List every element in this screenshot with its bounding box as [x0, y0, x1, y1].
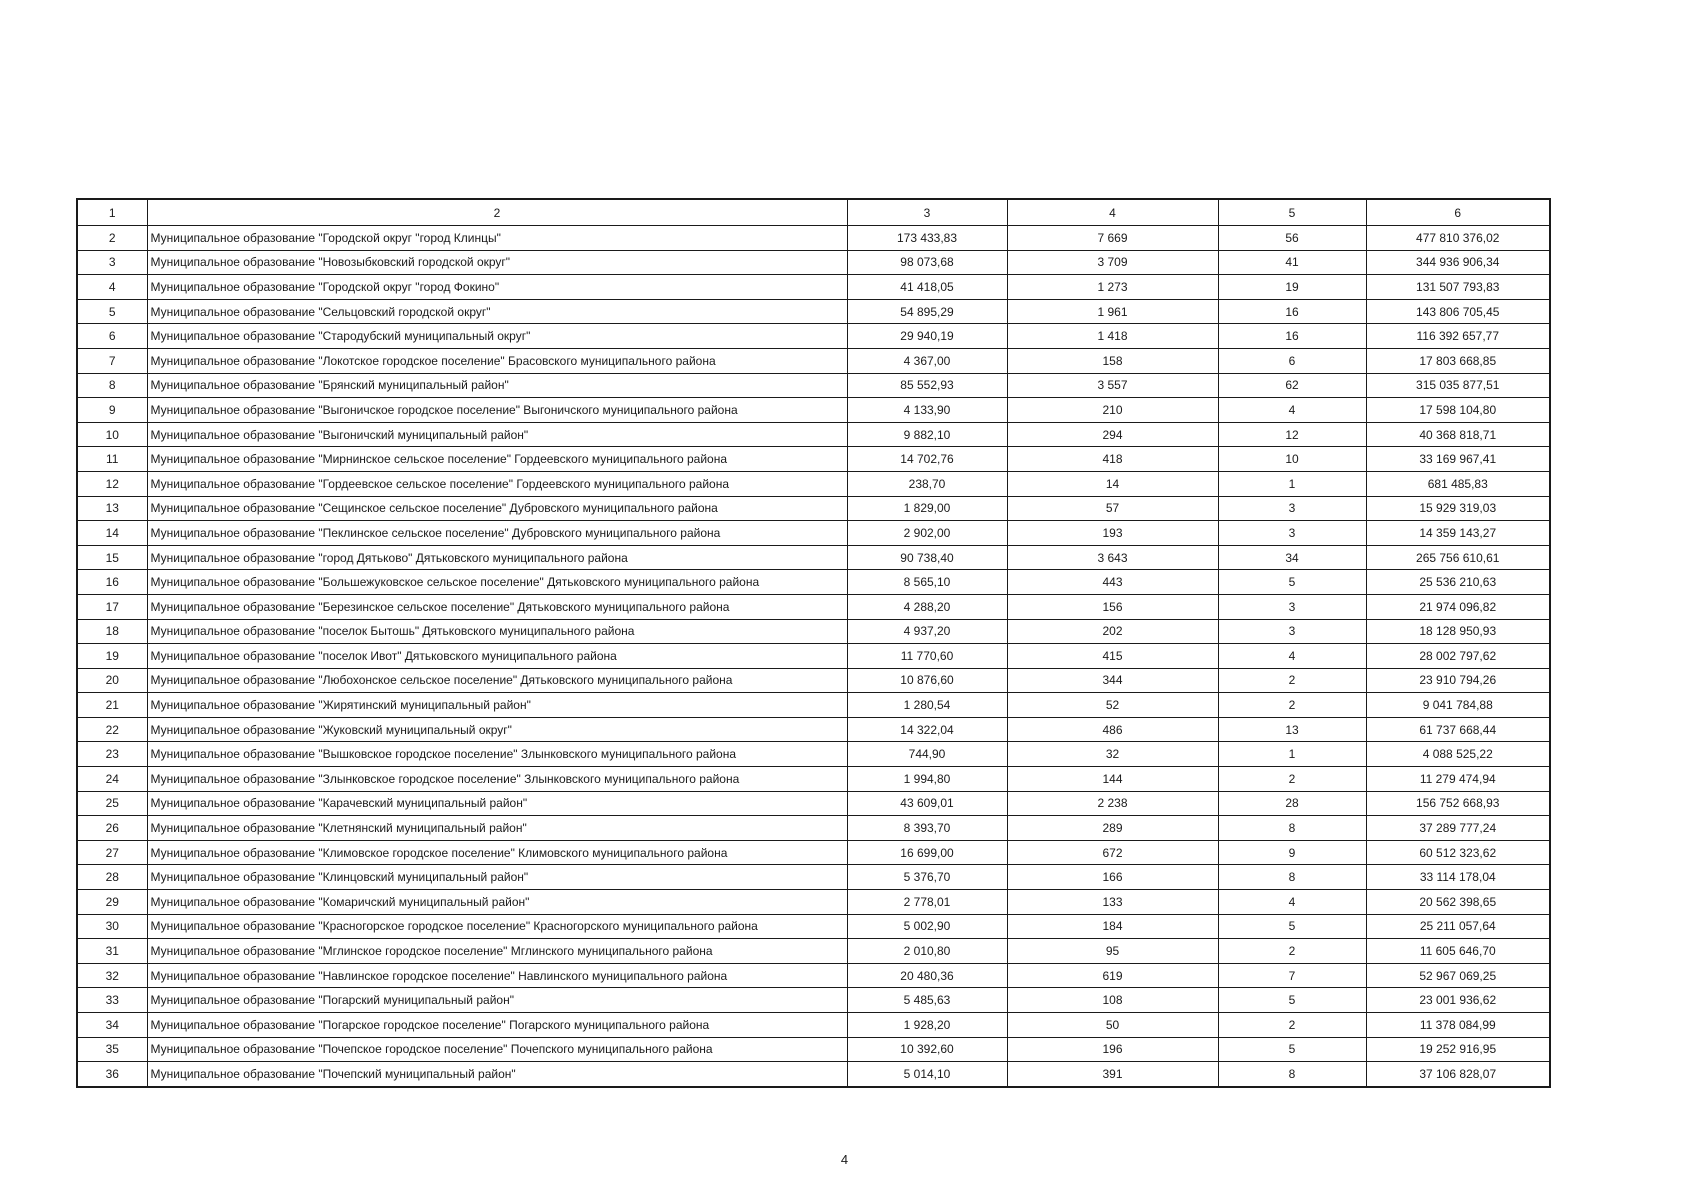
value-cell-3: 4 288,20 — [847, 594, 1007, 619]
value-cell-4: 57 — [1007, 496, 1218, 521]
header-cell-2: 2 — [147, 199, 847, 226]
value-cell-4: 3 709 — [1007, 250, 1218, 275]
table-row — [77, 422, 1550, 447]
value-cell-4: 1 961 — [1007, 299, 1218, 324]
table-row — [77, 644, 1550, 669]
value-cell-3: 43 609,01 — [847, 791, 1007, 816]
table-row — [77, 693, 1550, 718]
value-cell-5: 13 — [1218, 717, 1366, 742]
municipality-name-cell: Муниципальное образование "Почепский муниципальный район" — [147, 1062, 847, 1087]
value-cell-6: 14 359 143,27 — [1366, 521, 1550, 546]
value-cell-3: 29 940,19 — [847, 324, 1007, 349]
value-cell-3: 9 882,10 — [847, 422, 1007, 447]
value-cell-4: 1 273 — [1007, 275, 1218, 300]
value-cell-3: 10 876,60 — [847, 668, 1007, 693]
value-cell-6: 23 910 794,26 — [1366, 668, 1550, 693]
value-cell-3: 5 376,70 — [847, 865, 1007, 890]
table-row — [77, 914, 1550, 939]
row-number-cell: 17 — [77, 594, 147, 619]
table-row — [77, 865, 1550, 890]
value-cell-5: 2 — [1218, 939, 1366, 964]
table-row — [77, 890, 1550, 915]
municipality-name-cell: Муниципальное образование "Гордеевское сельское поселение" Гордеевского муниципального района — [147, 471, 847, 496]
value-cell-6: 19 252 916,95 — [1366, 1037, 1550, 1062]
municipality-name-cell: Муниципальное образование "Погарское городское поселение" Погарского муниципального района — [147, 1013, 847, 1038]
value-cell-4: 14 — [1007, 471, 1218, 496]
table-row — [77, 594, 1550, 619]
value-cell-4: 415 — [1007, 644, 1218, 669]
row-number-cell: 20 — [77, 668, 147, 693]
value-cell-6: 60 512 323,62 — [1366, 840, 1550, 865]
table-row — [77, 1013, 1550, 1038]
value-cell-5: 16 — [1218, 299, 1366, 324]
table-row — [77, 398, 1550, 423]
value-cell-3: 238,70 — [847, 471, 1007, 496]
value-cell-5: 8 — [1218, 816, 1366, 841]
value-cell-5: 1 — [1218, 471, 1366, 496]
header-cell-1: 1 — [77, 199, 147, 226]
value-cell-5: 5 — [1218, 1037, 1366, 1062]
value-cell-5: 8 — [1218, 865, 1366, 890]
value-cell-4: 443 — [1007, 570, 1218, 595]
value-cell-4: 210 — [1007, 398, 1218, 423]
municipality-name-cell: Муниципальное образование "Сещинское сельское поселение" Дубровского муниципального района — [147, 496, 847, 521]
table-row — [77, 668, 1550, 693]
value-cell-3: 8 565,10 — [847, 570, 1007, 595]
value-cell-5: 56 — [1218, 226, 1366, 251]
row-number-cell: 27 — [77, 840, 147, 865]
municipality-name-cell: Муниципальное образование "Выгоничский муниципальный район" — [147, 422, 847, 447]
value-cell-6: 37 106 828,07 — [1366, 1062, 1550, 1087]
value-cell-4: 144 — [1007, 767, 1218, 792]
value-cell-5: 10 — [1218, 447, 1366, 472]
value-cell-3: 16 699,00 — [847, 840, 1007, 865]
value-cell-6: 681 485,83 — [1366, 471, 1550, 496]
row-number-cell: 32 — [77, 963, 147, 988]
value-cell-4: 184 — [1007, 914, 1218, 939]
row-number-cell: 24 — [77, 767, 147, 792]
table-row — [77, 791, 1550, 816]
value-cell-3: 2 778,01 — [847, 890, 1007, 915]
value-cell-6: 25 211 057,64 — [1366, 914, 1550, 939]
row-number-cell: 34 — [77, 1013, 147, 1038]
municipality-name-cell: Муниципальное образование "Клетнянский муниципальный район" — [147, 816, 847, 841]
municipality-name-cell: Муниципальное образование "Выгоничское городское поселение" Выгоничского муниципального района — [147, 398, 847, 423]
value-cell-5: 4 — [1218, 398, 1366, 423]
value-cell-5: 16 — [1218, 324, 1366, 349]
row-number-cell: 31 — [77, 939, 147, 964]
value-cell-6: 61 737 668,44 — [1366, 717, 1550, 742]
municipality-name-cell: Муниципальное образование "Климовское городское поселение" Климовского муниципального района — [147, 840, 847, 865]
table-row — [77, 471, 1550, 496]
value-cell-4: 294 — [1007, 422, 1218, 447]
row-number-cell: 13 — [77, 496, 147, 521]
table-row — [77, 767, 1550, 792]
table-row — [77, 324, 1550, 349]
header-cell-3: 3 — [847, 199, 1007, 226]
table-row — [77, 545, 1550, 570]
municipality-name-cell: Муниципальное образование "Любохонское сельское поселение" Дятьковского муниципального района — [147, 668, 847, 693]
value-cell-4: 391 — [1007, 1062, 1218, 1087]
municipality-name-cell: Муниципальное образование "город Дятьково" Дятьковского муниципального района — [147, 545, 847, 570]
row-number-cell: 22 — [77, 717, 147, 742]
value-cell-5: 5 — [1218, 988, 1366, 1013]
value-cell-3: 14 702,76 — [847, 447, 1007, 472]
municipality-name-cell: Муниципальное образование "поселок Ивот" Дятьковского муниципального района — [147, 644, 847, 669]
row-number-cell: 16 — [77, 570, 147, 595]
value-cell-6: 17 803 668,85 — [1366, 348, 1550, 373]
row-number-cell: 7 — [77, 348, 147, 373]
row-number-cell: 26 — [77, 816, 147, 841]
value-cell-6: 25 536 210,63 — [1366, 570, 1550, 595]
value-cell-4: 95 — [1007, 939, 1218, 964]
table-row — [77, 939, 1550, 964]
row-number-cell: 8 — [77, 373, 147, 398]
value-cell-4: 672 — [1007, 840, 1218, 865]
value-cell-3: 4 937,20 — [847, 619, 1007, 644]
value-cell-6: 52 967 069,25 — [1366, 963, 1550, 988]
municipality-name-cell: Муниципальное образование "Погарский муниципальный район" — [147, 988, 847, 1013]
value-cell-5: 2 — [1218, 668, 1366, 693]
municipality-name-cell: Муниципальное образование "Навлинское городское поселение" Навлинского муниципального района — [147, 963, 847, 988]
value-cell-4: 7 669 — [1007, 226, 1218, 251]
value-cell-6: 33 169 967,41 — [1366, 447, 1550, 472]
value-cell-5: 5 — [1218, 570, 1366, 595]
value-cell-3: 1 994,80 — [847, 767, 1007, 792]
municipality-name-cell: Муниципальное образование "Стародубский муниципальный округ" — [147, 324, 847, 349]
value-cell-6: 315 035 877,51 — [1366, 373, 1550, 398]
municipality-name-cell: Муниципальное образование "Карачевский муниципальный район" — [147, 791, 847, 816]
value-cell-3: 2 010,80 — [847, 939, 1007, 964]
table-body — [77, 199, 1550, 1087]
table-row — [77, 226, 1550, 251]
municipality-name-cell: Муниципальное образование "Почепское городское поселение" Почепского муниципального района — [147, 1037, 847, 1062]
value-cell-4: 289 — [1007, 816, 1218, 841]
value-cell-4: 108 — [1007, 988, 1218, 1013]
value-cell-5: 3 — [1218, 496, 1366, 521]
table-row — [77, 348, 1550, 373]
value-cell-3: 4 367,00 — [847, 348, 1007, 373]
table-row — [77, 742, 1550, 767]
value-cell-6: 477 810 376,02 — [1366, 226, 1550, 251]
value-cell-6: 28 002 797,62 — [1366, 644, 1550, 669]
value-cell-5: 4 — [1218, 644, 1366, 669]
row-number-cell: 23 — [77, 742, 147, 767]
page-number: 4 — [840, 1152, 849, 1167]
value-cell-3: 14 322,04 — [847, 717, 1007, 742]
table-row — [77, 717, 1550, 742]
value-cell-6: 4 088 525,22 — [1366, 742, 1550, 767]
value-cell-6: 37 289 777,24 — [1366, 816, 1550, 841]
value-cell-3: 5 014,10 — [847, 1062, 1007, 1087]
table-row — [77, 447, 1550, 472]
row-number-cell: 15 — [77, 545, 147, 570]
table-header-row — [77, 199, 1550, 226]
value-cell-3: 11 770,60 — [847, 644, 1007, 669]
row-number-cell: 35 — [77, 1037, 147, 1062]
municipality-name-cell: Муниципальное образование "Комаричский муниципальный район" — [147, 890, 847, 915]
value-cell-6: 18 128 950,93 — [1366, 619, 1550, 644]
row-number-cell: 19 — [77, 644, 147, 669]
value-cell-5: 9 — [1218, 840, 1366, 865]
value-cell-5: 2 — [1218, 767, 1366, 792]
header-cell-5: 5 — [1218, 199, 1366, 226]
value-cell-5: 7 — [1218, 963, 1366, 988]
municipality-name-cell: Муниципальное образование "Сельцовский городской округ" — [147, 299, 847, 324]
value-cell-3: 2 902,00 — [847, 521, 1007, 546]
value-cell-3: 5 485,63 — [847, 988, 1007, 1013]
row-number-cell: 25 — [77, 791, 147, 816]
value-cell-5: 62 — [1218, 373, 1366, 398]
row-number-cell: 33 — [77, 988, 147, 1013]
municipality-name-cell: Муниципальное образование "поселок Бытошь" Дятьковского муниципального района — [147, 619, 847, 644]
table-row — [77, 275, 1550, 300]
value-cell-6: 9 041 784,88 — [1366, 693, 1550, 718]
row-number-cell: 18 — [77, 619, 147, 644]
value-cell-3: 90 738,40 — [847, 545, 1007, 570]
value-cell-3: 173 433,83 — [847, 226, 1007, 251]
municipality-name-cell: Муниципальное образование "Пеклинское сельское поселение" Дубровского муниципального района — [147, 521, 847, 546]
row-number-cell: 9 — [77, 398, 147, 423]
table-row — [77, 1062, 1550, 1087]
value-cell-3: 85 552,93 — [847, 373, 1007, 398]
value-cell-3: 20 480,36 — [847, 963, 1007, 988]
municipality-name-cell: Муниципальное образование "Большежуковское сельское поселение" Дятьковского муниципального района — [147, 570, 847, 595]
value-cell-5: 12 — [1218, 422, 1366, 447]
table-row — [77, 1037, 1550, 1062]
table-row — [77, 496, 1550, 521]
value-cell-6: 15 929 319,03 — [1366, 496, 1550, 521]
table-row — [77, 840, 1550, 865]
value-cell-6: 131 507 793,83 — [1366, 275, 1550, 300]
row-number-cell: 2 — [77, 226, 147, 251]
value-cell-4: 202 — [1007, 619, 1218, 644]
value-cell-3: 1 928,20 — [847, 1013, 1007, 1038]
value-cell-4: 133 — [1007, 890, 1218, 915]
value-cell-5: 8 — [1218, 1062, 1366, 1087]
row-number-cell: 12 — [77, 471, 147, 496]
value-cell-3: 1 280,54 — [847, 693, 1007, 718]
value-cell-6: 17 598 104,80 — [1366, 398, 1550, 423]
value-cell-4: 486 — [1007, 717, 1218, 742]
value-cell-6: 40 368 818,71 — [1366, 422, 1550, 447]
municipality-name-cell: Муниципальное образование "Мглинское городское поселение" Мглинского муниципального района — [147, 939, 847, 964]
value-cell-6: 116 392 657,77 — [1366, 324, 1550, 349]
value-cell-3: 41 418,05 — [847, 275, 1007, 300]
value-cell-6: 20 562 398,65 — [1366, 890, 1550, 915]
value-cell-5: 2 — [1218, 1013, 1366, 1038]
value-cell-5: 5 — [1218, 914, 1366, 939]
municipality-name-cell: Муниципальное образование "Клинцовский муниципальный район" — [147, 865, 847, 890]
municipal-data-table — [76, 198, 1551, 1088]
municipality-name-cell: Муниципальное образование "Локотское городское поселение" Брасовского муниципального района — [147, 348, 847, 373]
municipality-name-cell: Муниципальное образование "Красногорское городское поселение" Красногорского муниципального района — [147, 914, 847, 939]
value-cell-5: 41 — [1218, 250, 1366, 275]
municipality-name-cell: Муниципальное образование "Брянский муниципальный район" — [147, 373, 847, 398]
table-row — [77, 963, 1550, 988]
value-cell-6: 11 279 474,94 — [1366, 767, 1550, 792]
value-cell-4: 619 — [1007, 963, 1218, 988]
municipality-name-cell: Муниципальное образование "Жуковский муниципальный округ" — [147, 717, 847, 742]
value-cell-6: 11 605 646,70 — [1366, 939, 1550, 964]
value-cell-5: 3 — [1218, 594, 1366, 619]
table-row — [77, 988, 1550, 1013]
municipality-name-cell: Муниципальное образование "Новозыбковский городской округ" — [147, 250, 847, 275]
row-number-cell: 4 — [77, 275, 147, 300]
municipality-name-cell: Муниципальное образование "Вышковское городское поселение" Злынковского муниципального района — [147, 742, 847, 767]
value-cell-3: 744,90 — [847, 742, 1007, 767]
value-cell-5: 3 — [1218, 521, 1366, 546]
table-row — [77, 373, 1550, 398]
value-cell-5: 3 — [1218, 619, 1366, 644]
value-cell-5: 4 — [1218, 890, 1366, 915]
municipality-name-cell: Муниципальное образование "Городской округ "город Клинцы" — [147, 226, 847, 251]
value-cell-6: 33 114 178,04 — [1366, 865, 1550, 890]
row-number-cell: 6 — [77, 324, 147, 349]
value-cell-4: 196 — [1007, 1037, 1218, 1062]
value-cell-4: 158 — [1007, 348, 1218, 373]
value-cell-5: 19 — [1218, 275, 1366, 300]
value-cell-5: 2 — [1218, 693, 1366, 718]
value-cell-4: 50 — [1007, 1013, 1218, 1038]
municipality-name-cell: Муниципальное образование "Городской округ "город Фокино" — [147, 275, 847, 300]
value-cell-6: 265 756 610,61 — [1366, 545, 1550, 570]
row-number-cell: 5 — [77, 299, 147, 324]
value-cell-4: 344 — [1007, 668, 1218, 693]
municipality-name-cell: Муниципальное образование "Березинское сельское поселение" Дятьковского муниципального района — [147, 594, 847, 619]
value-cell-6: 143 806 705,45 — [1366, 299, 1550, 324]
table-row — [77, 521, 1550, 546]
row-number-cell: 3 — [77, 250, 147, 275]
value-cell-6: 344 936 906,34 — [1366, 250, 1550, 275]
row-number-cell: 28 — [77, 865, 147, 890]
value-cell-3: 10 392,60 — [847, 1037, 1007, 1062]
row-number-cell: 36 — [77, 1062, 147, 1087]
value-cell-6: 21 974 096,82 — [1366, 594, 1550, 619]
table-row — [77, 250, 1550, 275]
row-number-cell: 14 — [77, 521, 147, 546]
municipality-name-cell: Муниципальное образование "Мирнинское сельское поселение" Гордеевского муниципального района — [147, 447, 847, 472]
value-cell-4: 1 418 — [1007, 324, 1218, 349]
row-number-cell: 30 — [77, 914, 147, 939]
row-number-cell: 29 — [77, 890, 147, 915]
value-cell-4: 32 — [1007, 742, 1218, 767]
row-number-cell: 11 — [77, 447, 147, 472]
value-cell-4: 418 — [1007, 447, 1218, 472]
value-cell-3: 4 133,90 — [847, 398, 1007, 423]
value-cell-3: 1 829,00 — [847, 496, 1007, 521]
value-cell-5: 28 — [1218, 791, 1366, 816]
table-row — [77, 619, 1550, 644]
value-cell-6: 23 001 936,62 — [1366, 988, 1550, 1013]
value-cell-4: 2 238 — [1007, 791, 1218, 816]
value-cell-4: 3 557 — [1007, 373, 1218, 398]
value-cell-4: 156 — [1007, 594, 1218, 619]
table-row — [77, 816, 1550, 841]
value-cell-4: 193 — [1007, 521, 1218, 546]
value-cell-6: 156 752 668,93 — [1366, 791, 1550, 816]
table-row — [77, 570, 1550, 595]
value-cell-4: 3 643 — [1007, 545, 1218, 570]
value-cell-5: 1 — [1218, 742, 1366, 767]
municipality-name-cell: Муниципальное образование "Злынковское городское поселение" Злынковского муниципального района — [147, 767, 847, 792]
row-number-cell: 21 — [77, 693, 147, 718]
table-row — [77, 299, 1550, 324]
value-cell-4: 166 — [1007, 865, 1218, 890]
value-cell-5: 34 — [1218, 545, 1366, 570]
header-cell-6: 6 — [1366, 199, 1550, 226]
value-cell-3: 8 393,70 — [847, 816, 1007, 841]
value-cell-5: 6 — [1218, 348, 1366, 373]
header-cell-4: 4 — [1007, 199, 1218, 226]
municipality-name-cell: Муниципальное образование "Жирятинский муниципальный район" — [147, 693, 847, 718]
value-cell-4: 52 — [1007, 693, 1218, 718]
value-cell-3: 98 073,68 — [847, 250, 1007, 275]
value-cell-6: 11 378 084,99 — [1366, 1013, 1550, 1038]
value-cell-3: 54 895,29 — [847, 299, 1007, 324]
value-cell-3: 5 002,90 — [847, 914, 1007, 939]
row-number-cell: 10 — [77, 422, 147, 447]
